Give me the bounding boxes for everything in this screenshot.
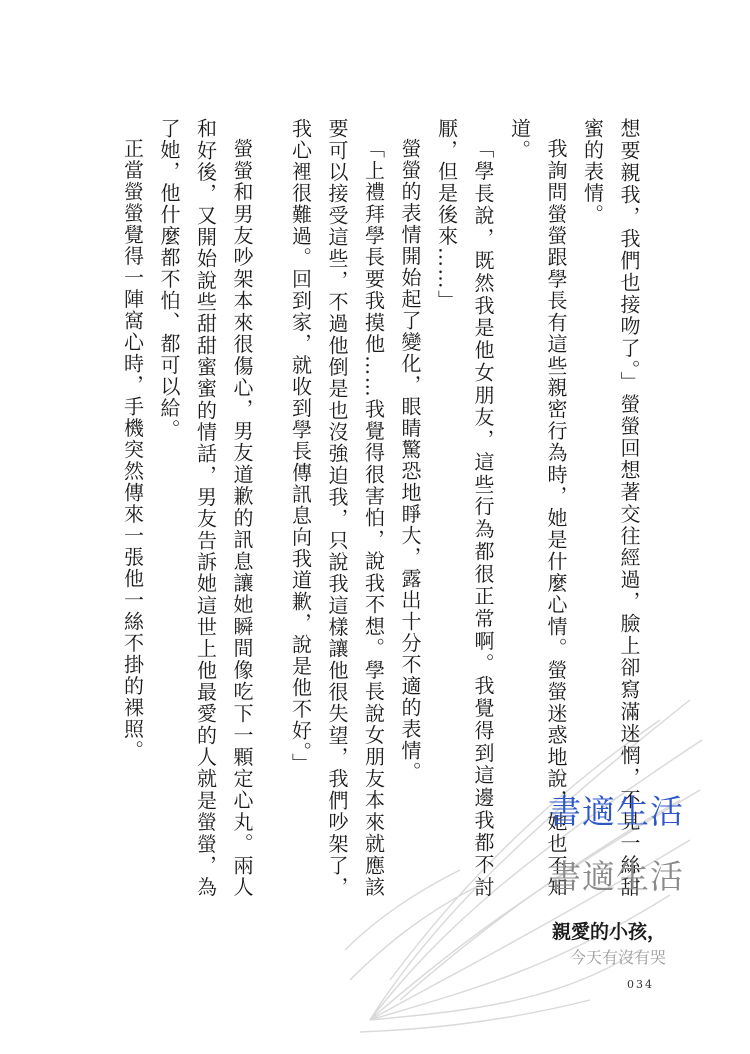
body-text (120, 118, 647, 898)
paragraph: 「上禮拜學長要我摸他……我覺得很害怕，說我不想。學長說女朋友本來就應該要可以接受這些，不過他倒是也沒強迫我，只說我這樣讓他很失望，我們吵架了，我心裡很難過。回到家，就收到學長傳訊息向我道歉，說是他不好。」 (288, 118, 386, 898)
page-number: 034 (627, 978, 654, 991)
paragraph: 螢螢和男友吵架本來很傷心，男友道歉的訊息讓她瞬間像吃下一顆定心丸。兩人和好後，又開始說些甜甜蜜蜜的情話，男友告訴她這世上他最愛的人就是螢螢，為了她，他什麼都不怕、都可以給。 (157, 118, 254, 898)
paragraph: 正當螢螢覺得一陣窩心時，手機突然傳來一張他一絲不掛的裸照。 (120, 138, 145, 762)
running-subtitle: 今天有沒有哭 (569, 948, 666, 967)
publisher-watermark-blue: 書適生活 (548, 792, 684, 831)
running-title: 親愛的小孩， (551, 921, 666, 943)
paragraph: 我詢問螢螢跟學長有這些親密行為時，她是什麼心情。螢螢迷惑地說，她也不知道。 (507, 118, 568, 898)
paragraph: 螢螢的表情開始起了變化，眼睛驚恐地睜大，露出十分不適的表情。 (398, 138, 422, 783)
paragraph: 「學長說，既然我是他女朋友，這些行為都很正常啊。我覺得到這邊我都不討厭，但是後來……」 (434, 118, 495, 898)
paragraph: 想要親我，我們也接吻了。」螢螢回想著交往經過，臉上卻寫滿迷惘，不見一絲甜蜜的表情。 (580, 118, 641, 898)
publisher-watermark-grey: 書適生活 (548, 857, 684, 896)
paragraph-gap (260, 118, 282, 898)
